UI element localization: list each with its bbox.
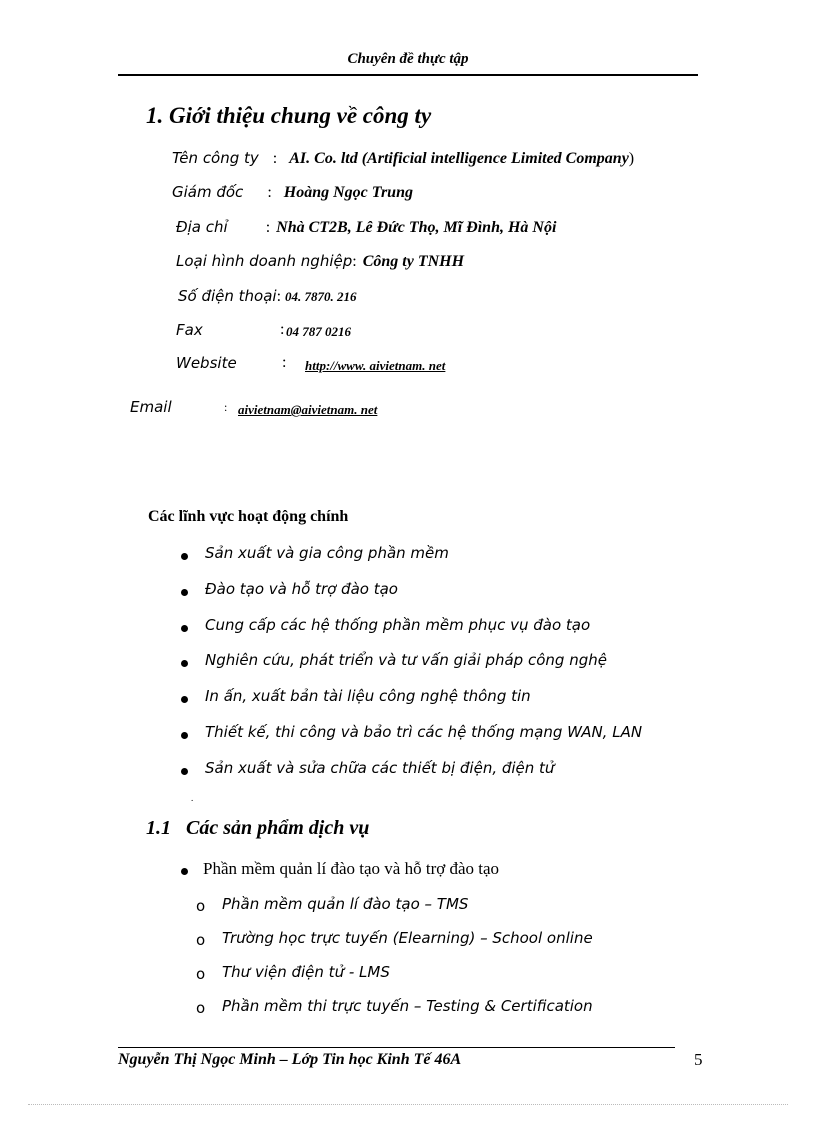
activities-list <box>181 544 741 798</box>
circle-bullet-icon: o <box>196 931 206 949</box>
fax-label: Fax <box>176 321 203 339</box>
circle-bullet-icon: o <box>196 965 206 983</box>
director-colon: : <box>267 184 272 201</box>
email-link[interactable]: aivietnam@aivietnam. net <box>238 402 378 417</box>
website-label: Website <box>176 354 237 372</box>
company-name-value: AI. Co. ltd (Artificial intelligence Limited Company <box>289 150 629 167</box>
bullet-icon <box>181 868 188 875</box>
list-item-text: Thư viện điện tử - LMS <box>222 963 390 981</box>
address-label: Địa chỉ <box>176 218 228 236</box>
phone-row <box>178 287 357 306</box>
list-item <box>196 896 756 930</box>
list-item <box>181 722 741 762</box>
bullet-icon <box>181 589 188 596</box>
header-divider <box>118 74 698 76</box>
bullet-icon <box>181 696 188 703</box>
list-item-text: Trường học trực tuyến (Elearning) – School online <box>222 929 593 947</box>
list-item <box>196 964 756 998</box>
list-item <box>196 930 756 964</box>
company-name-row <box>172 149 634 168</box>
circle-bullet-icon: o <box>196 999 206 1017</box>
business-type-value: Công ty TNHH <box>362 253 465 270</box>
fax-row <box>176 321 351 340</box>
business-type-colon: : <box>352 253 357 270</box>
bullet-icon <box>181 732 188 739</box>
director-value: Hoàng Ngọc Trung <box>283 184 413 201</box>
business-type-row <box>176 252 464 271</box>
address-value: Nhà CT2B, Lê Đức Thọ, Mĩ Đình, Hà Nội <box>276 219 557 236</box>
circle-bullet-icon: o <box>196 897 206 915</box>
phone-value: 04. 7870. 216 <box>285 289 357 304</box>
list-item-text: Sản xuất và gia công phần mềm <box>205 544 449 562</box>
address-colon: : <box>265 219 271 236</box>
footer-divider <box>118 1047 675 1048</box>
list-item-text: Sản xuất và sửa chữa các thiết bị điện, điện tử <box>205 758 555 777</box>
website-row <box>176 354 446 373</box>
bullet-icon <box>181 553 188 560</box>
list-item-text: Cung cấp các hệ thống phần mềm phục vụ đào tạo <box>205 615 591 634</box>
list-item <box>181 615 741 655</box>
list-item <box>181 544 741 583</box>
company-name-colon: : <box>272 150 278 167</box>
director-label: Giám đốc <box>172 183 244 201</box>
bullet-icon <box>181 660 188 667</box>
business-type-label: Loại hình doanh nghiệp <box>176 252 353 270</box>
products-sublist <box>196 896 756 1032</box>
list-item <box>181 579 741 619</box>
subsection-title-text: Các sản phẩm dịch vụ <box>186 817 370 839</box>
activities-heading: Các lĩnh vực hoạt động chính <box>148 508 349 525</box>
list-item-text: In ấn, xuất bản tài liệu công nghệ thông tin <box>205 687 531 706</box>
bullet-icon <box>181 768 188 775</box>
phone-colon: : <box>276 288 282 305</box>
list-item-text: Phần mềm thi trực tuyến – Testing & Certification <box>222 997 593 1015</box>
phone-label: Số điện thoại <box>178 287 277 305</box>
list-item <box>181 651 741 690</box>
address-row <box>176 218 556 237</box>
section-title: 1. Giới thiệu chung về công ty <box>146 103 432 128</box>
header-title: Chuyên đề thực tập <box>347 51 469 67</box>
email-colon: : <box>224 400 228 414</box>
website-colon: : <box>282 354 287 371</box>
subsection-number: 1.1 <box>146 817 171 839</box>
email-row <box>130 398 378 417</box>
email-label: Email <box>130 398 172 416</box>
fax-value: 04 787 0216 <box>286 324 351 339</box>
bullet-icon <box>181 625 188 632</box>
products-bullet-text: Phần mềm quản lí đào tạo và hỗ trợ đào tạo <box>203 859 500 878</box>
list-item-text: Phần mềm quản lí đào tạo – TMS <box>222 895 469 913</box>
company-name-label: Tên công ty <box>172 149 259 167</box>
list-item-text: Đào tạo và hỗ trợ đào tạo <box>205 579 398 598</box>
footer-author: Nguyễn Thị Ngọc Minh – Lớp Tin học Kinh Tế 46A <box>118 1051 462 1068</box>
list-item <box>196 998 756 1032</box>
stray-dot: . <box>191 793 194 803</box>
list-item <box>181 758 741 798</box>
director-row <box>172 183 413 202</box>
subsection-title <box>146 817 369 840</box>
list-item-text: Thiết kế, thi công và bảo trì các hệ thống mạng WAN, LAN <box>205 722 643 741</box>
page-bottom-border <box>28 1104 788 1105</box>
page-number: 5 <box>694 1050 703 1069</box>
company-name-close: ) <box>628 150 635 167</box>
website-link[interactable]: http://www. aivietnam. net <box>305 358 446 373</box>
fax-colon: : <box>280 321 285 338</box>
list-item-text: Nghiên cứu, phát triển và tư vấn giải pháp công nghệ <box>205 651 607 670</box>
list-item <box>181 687 741 726</box>
